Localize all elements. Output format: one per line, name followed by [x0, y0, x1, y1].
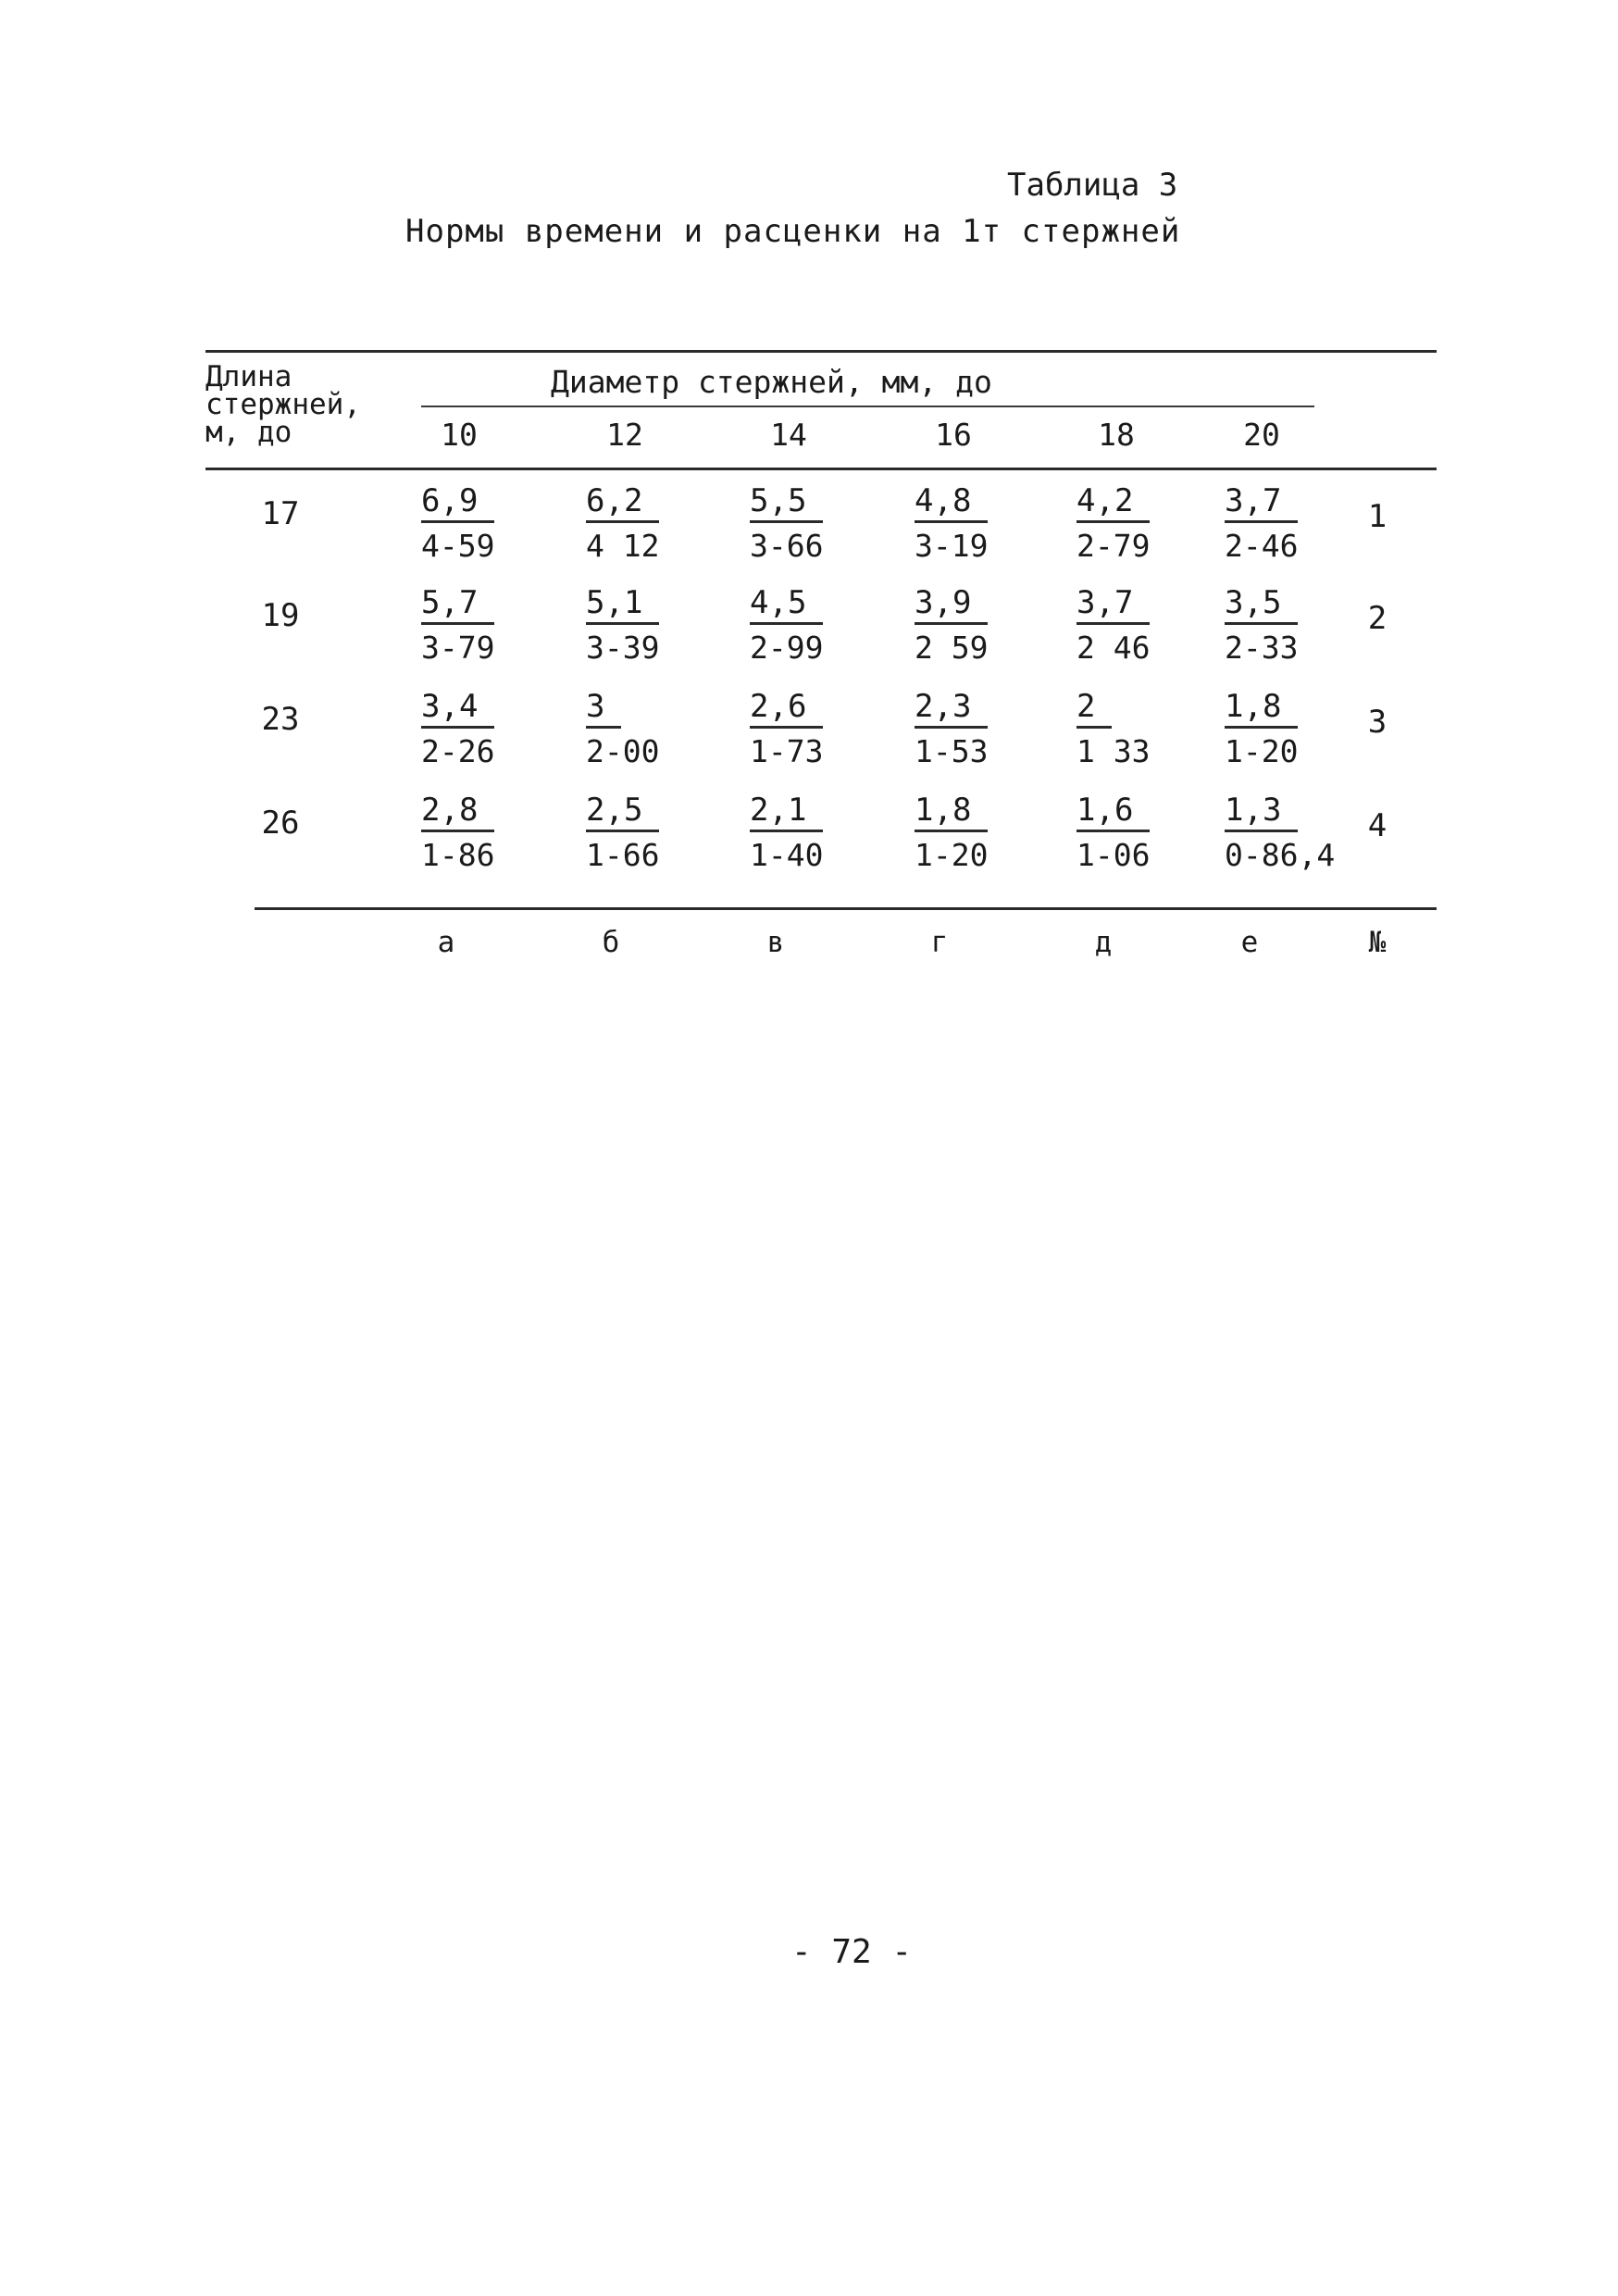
cell-norm: 5,1 [586, 585, 659, 625]
table-top-rule [205, 350, 1437, 353]
table-cell [586, 792, 734, 875]
row-number: 2 [1367, 600, 1388, 637]
table-cell [750, 792, 898, 875]
cell-norm: 2,6 [750, 689, 823, 729]
diameter-col-header: 18 [1098, 417, 1135, 453]
row-number: 4 [1367, 807, 1388, 844]
cell-rate: 1-86 [421, 837, 495, 873]
cell-rate: 2-00 [586, 733, 660, 769]
table-cell [421, 585, 569, 668]
cell-norm: 1,6 [1077, 792, 1150, 832]
cell-rate: 1-73 [750, 733, 824, 769]
table-cell [915, 792, 1063, 875]
table-cell [750, 689, 898, 771]
length-header-line: стержней, [205, 388, 361, 421]
cell-rate: 2 59 [915, 630, 989, 666]
table-cell [915, 585, 1063, 668]
column-letter: а [437, 926, 455, 959]
cell-rate: 4 12 [586, 528, 660, 564]
cell-rate: 4-59 [421, 528, 495, 564]
cell-norm: 4,2 [1077, 483, 1150, 523]
cell-norm: 3,4 [421, 689, 494, 729]
cell-rate: 1-40 [750, 837, 824, 873]
cell-norm: 2,8 [421, 792, 494, 832]
row-length: 26 [261, 805, 300, 842]
column-letter: е [1240, 926, 1259, 959]
cell-rate: 3-39 [586, 630, 660, 666]
page-number: - 72 - [790, 1933, 913, 1971]
column-letter: г [930, 926, 949, 959]
diameter-col-header: 10 [441, 417, 478, 453]
cell-rate: 1-20 [915, 837, 989, 873]
cell-norm: 1,3 [1225, 792, 1298, 832]
row-number: 1 [1367, 498, 1388, 535]
column-letter: д [1094, 926, 1113, 959]
cell-rate: 3-19 [915, 528, 989, 564]
cell-rate: 2-33 [1225, 630, 1299, 666]
cell-norm: 3,9 [915, 585, 988, 625]
table-cell [915, 483, 1063, 566]
column-letter: в [766, 926, 785, 959]
table-bottom-rule [255, 907, 1437, 910]
cell-norm: 3 [586, 689, 621, 729]
cell-norm: 1,8 [1225, 689, 1298, 729]
cell-norm: 1,8 [915, 792, 988, 832]
diameter-col-header: 14 [770, 417, 807, 453]
diameter-col-header: 20 [1243, 417, 1280, 453]
cell-rate: 2-26 [421, 733, 495, 769]
cell-norm: 2 [1077, 689, 1112, 729]
table-cell [421, 689, 569, 771]
length-header-line: Длина [205, 360, 292, 393]
header-bottom-rule [205, 468, 1437, 470]
cell-rate: 2-99 [750, 630, 824, 666]
cell-rate: 2 46 [1077, 630, 1151, 666]
table-cell [586, 585, 734, 668]
diameter-sub-rule [421, 406, 1314, 407]
cell-rate: 1-53 [915, 733, 989, 769]
cell-rate: 1 33 [1077, 733, 1151, 769]
cell-norm: 4,5 [750, 585, 823, 625]
cell-norm: 6,9 [421, 483, 494, 523]
cell-norm: 3,7 [1077, 585, 1150, 625]
cell-norm: 2,3 [915, 689, 988, 729]
diameter-col-header: 12 [606, 417, 643, 453]
diameter-caption: Диаметр стержней, мм, до [551, 364, 992, 400]
diameter-col-header: 16 [935, 417, 972, 453]
cell-rate: 3-79 [421, 630, 495, 666]
cell-norm: 5,5 [750, 483, 823, 523]
cell-rate: 1-20 [1225, 733, 1299, 769]
table-cell [1077, 792, 1225, 875]
row-length: 23 [261, 701, 300, 738]
cell-norm: 4,8 [915, 483, 988, 523]
cell-rate: 0-86,4 [1225, 837, 1336, 873]
table-label: Таблица 3 [1007, 167, 1178, 204]
cell-norm: 6,2 [586, 483, 659, 523]
column-letter: № [1368, 926, 1387, 959]
row-length: 19 [261, 597, 300, 634]
cell-norm: 2,5 [586, 792, 659, 832]
cell-rate: 3-66 [750, 528, 824, 564]
cell-rate: 1-06 [1077, 837, 1151, 873]
table-cell [1077, 585, 1225, 668]
table-cell [586, 689, 734, 771]
cell-rate: 1-66 [586, 837, 660, 873]
table-cell [421, 792, 569, 875]
length-header [205, 360, 361, 449]
cell-norm: 2,1 [750, 792, 823, 832]
cell-norm: 3,5 [1225, 585, 1298, 625]
column-letter: б [602, 926, 620, 959]
row-number: 3 [1367, 704, 1388, 741]
cell-rate: 2-46 [1225, 528, 1299, 564]
row-length: 17 [261, 495, 300, 532]
table-cell [1077, 689, 1225, 771]
length-header-line: м, до [205, 416, 292, 449]
table-cell [586, 483, 734, 566]
cell-norm: 3,7 [1225, 483, 1298, 523]
table-title: Нормы времени и расценки на 1т стержней [405, 213, 1181, 250]
cell-norm: 5,7 [421, 585, 494, 625]
cell-rate: 2-79 [1077, 528, 1151, 564]
table-cell [915, 689, 1063, 771]
table-cell [421, 483, 569, 566]
table-cell [750, 483, 898, 566]
table-cell [1077, 483, 1225, 566]
table-cell [750, 585, 898, 668]
